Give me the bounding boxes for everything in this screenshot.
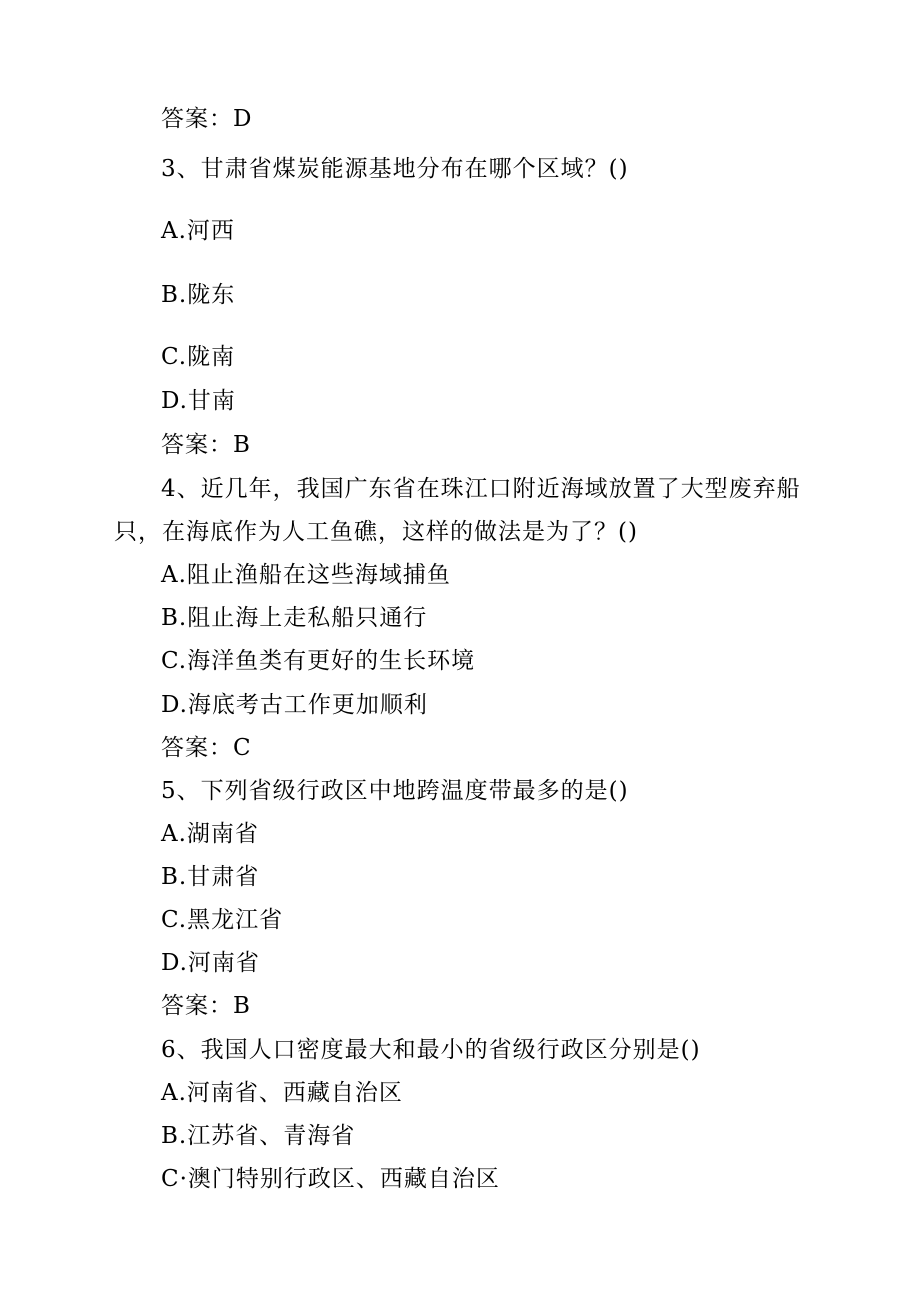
question-6-option-a: A.河南省、西藏自治区 [161, 1080, 403, 1106]
question-5-option-a: A.湖南省 [161, 821, 259, 847]
question-3-option-b: B.陇东 [161, 282, 236, 308]
answer-3: 答案：B [161, 432, 251, 458]
question-4-option-b: B.阻止海上走私船只通行 [161, 605, 428, 631]
question-5: 5、下列省级行政区中地跨温度带最多的是() [161, 778, 629, 804]
question-3: 3、甘肃省煤炭能源基地分布在哪个区域？() [161, 156, 629, 182]
question-6: 6、我国人口密度最大和最小的省级行政区分别是() [161, 1037, 701, 1063]
question-4-line-2: 只，在海底作为人工鱼礁，这样的做法是为了？() [114, 519, 638, 545]
question-4-option-a: A.阻止渔船在这些海域捕鱼 [161, 562, 451, 588]
answer-2: 答案：D [161, 106, 253, 132]
question-3-option-c: C.陇南 [161, 344, 236, 370]
answer-4: 答案：C [161, 735, 252, 761]
question-5-option-c: C.黑龙江省 [161, 907, 284, 933]
question-4-line-1: 4、近几年，我国广东省在珠江口附近海域放置了大型废弃船 [161, 476, 801, 502]
question-5-option-d: D.河南省 [161, 950, 260, 976]
question-5-option-b: B.甘肃省 [161, 864, 260, 890]
answer-5: 答案：B [161, 993, 251, 1019]
question-4-option-c: C.海洋鱼类有更好的生长环境 [161, 648, 476, 674]
question-4-option-d: D.海底考古工作更加顺利 [161, 692, 428, 718]
question-6-option-b: B.江苏省、青海省 [161, 1123, 356, 1149]
question-3-option-a: A.河西 [161, 218, 235, 244]
question-6-option-c: C·澳门特别行政区、西藏自治区 [161, 1166, 500, 1192]
question-3-option-d: D.甘南 [161, 388, 236, 414]
